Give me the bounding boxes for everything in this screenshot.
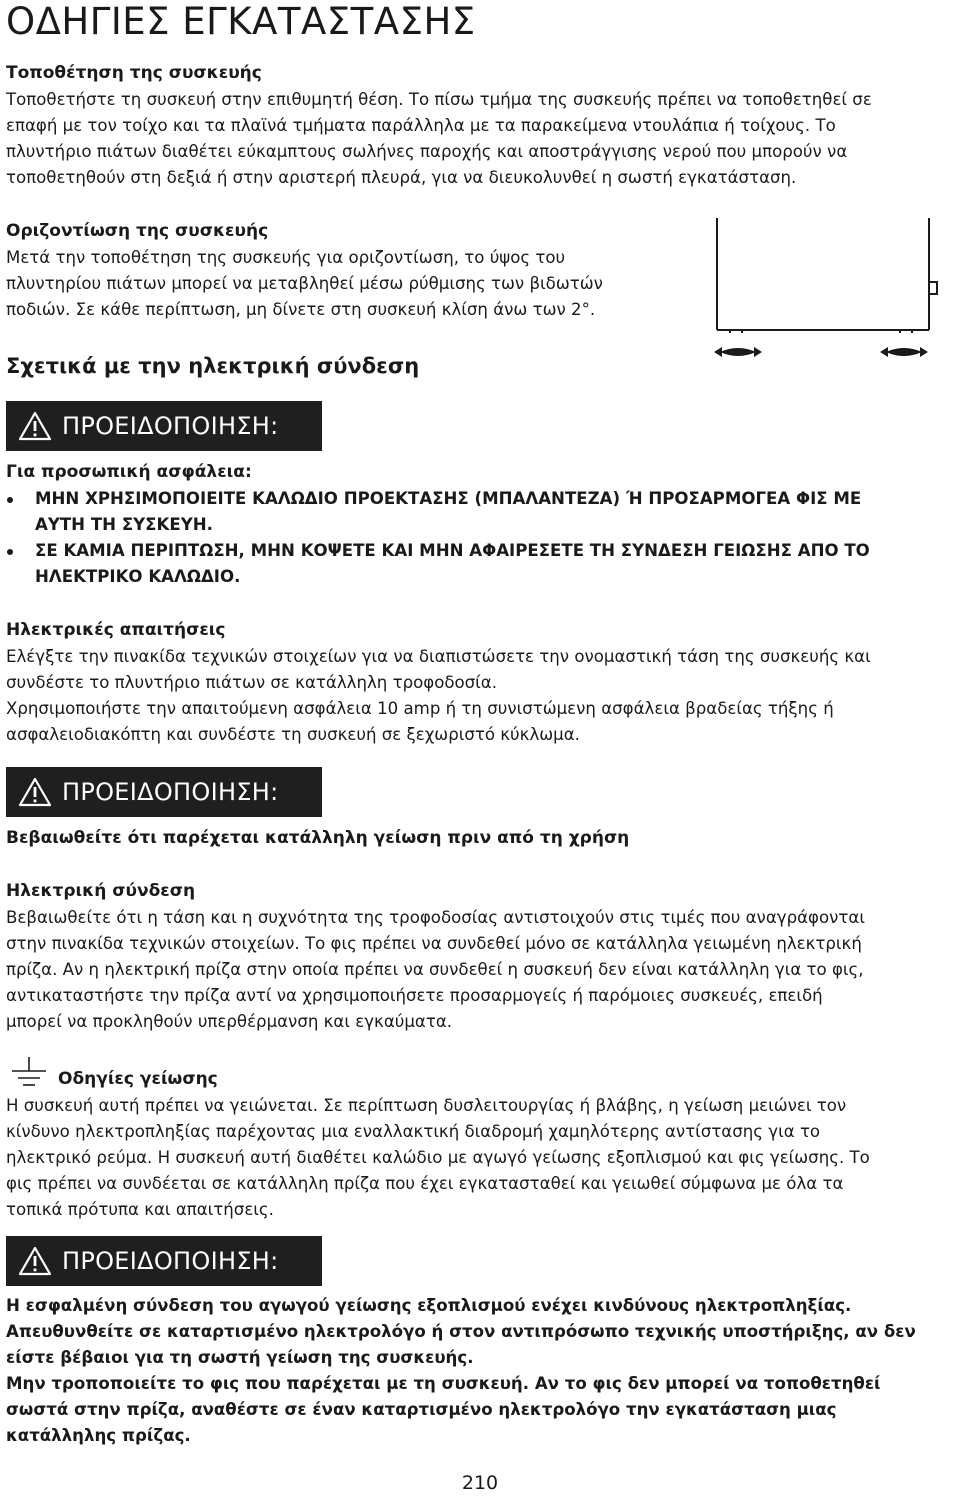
bullet-dot [7, 549, 13, 555]
connection-line: Βεβαιωθείτε ότι η τάση και η συχνότητα της τροφοδοσίας αντιστοιχούν στις τιμές που αναγράφονται [6, 908, 865, 927]
connection-heading: Ηλεκτρική σύνδεση [6, 881, 196, 901]
leveling-line: Μετά την τοποθέτηση της συσκευής για οριζοντίωση, το ύψος του [6, 248, 566, 267]
page-title: ΟΔΗΓΙΕΣ ΕΓΚΑΤΑΣΤΑΣΗΣ [6, 0, 476, 43]
warning-banner-3 [6, 1236, 322, 1286]
connection-paragraph [6, 905, 865, 1035]
requirements-line: συνδέστε το πλυντήριο πιάτων σε κατάλληλη τροφοδοσία. [6, 673, 498, 692]
safety-bullet-list [6, 486, 870, 590]
final-warning-line: κατάλληλης πρίζας. [6, 1426, 191, 1445]
grounding-paragraph [6, 1093, 870, 1223]
safety-bullet [6, 538, 870, 590]
warning-banner-1 [6, 401, 322, 451]
grounding-notice: Βεβαιωθείτε ότι παρέχεται κατάλληλη γείωση πριν από τη χρήση [6, 828, 630, 848]
leveling-line: πλυντηρίου πιάτων μπορεί να μεταβληθεί μέσω ρύθμισης των βιδωτών [6, 274, 603, 293]
warning-triangle-icon [18, 1246, 52, 1276]
placement-heading: Τοποθέτηση της συσκευής [6, 63, 262, 83]
placement-line: επαφή με τον τοίχο και τα πλαϊνά τμήματα παράλληλα με τα παρακείμενα ντουλάπια ή τοίχους. Το [6, 116, 836, 135]
requirements-paragraph [6, 644, 871, 748]
leveling-paragraph [6, 245, 603, 323]
placement-paragraph [6, 87, 872, 191]
leveling-line: ποδιών. Σε κάθε περίπτωση, μη δίνετε στη συσκευή κλίση άνω των 2°. [6, 300, 596, 319]
bullet-line: ΑΥΤΗ ΤΗ ΣΥΣΚΕΥΗ. [35, 515, 213, 534]
final-warning-line: Μην τροποποιείτε το φις που παρέχεται με τη συσκευή. Αν το φις δεν μπορεί να τοποθετηθεί [6, 1374, 881, 1393]
connection-line: στην πινακίδα τεχνικών στοιχείων. Το φις πρέπει να συνδεθεί μόνο σε κατάλληλα γειωμένη ηλεκτρική [6, 934, 862, 953]
placement-line: τοποθετηθούν στη δεξιά ή στην αριστερή πλευρά, για να διευκολυνθεί η σωστή εγκατάσταση. [6, 168, 797, 187]
requirements-line: Ελέγξτε την πινακίδα τεχνικών στοιχείων για να διαπιστώσετε την ονομαστική τάση της συσκευής και [6, 647, 871, 666]
requirements-line: ασφαλειοδιακόπτη και συνδέστε τη συσκευή σε ξεχωριστό κύκλωμα. [6, 725, 580, 744]
final-warning-line: Η εσφαλμένη σύνδεση του αγωγού γείωσης εξοπλισμού ενέχει κινδύνους ηλεκτροπληξίας. [6, 1296, 852, 1315]
grounding-line: τοπικά πρότυπα και απαιτήσεις. [6, 1200, 274, 1219]
connection-line: αντικαταστήστε την πρίζα αντί να χρησιμοποιήσετε προσαρμογείς ή παρόμοιες συσκευές, επειδή [6, 986, 823, 1005]
electrical-heading: Σχετικά με την ηλεκτρική σύνδεση [6, 354, 420, 378]
final-warning-line: είστε βέβαιοι για τη σωστή γείωση της συσκευής. [6, 1348, 474, 1367]
final-warning-line: Απευθυνθείτε σε καταρτισμένο ηλεκτρολόγο ή στον αντιπρόσωπο τεχνικής υποστήριξης, αν δεν [6, 1322, 916, 1341]
bullet-line: ΣΕ ΚΑΜΙΑ ΠΕΡΙΠΤΩΣΗ, ΜΗΝ ΚΟΨΕΤΕ ΚΑΙ ΜΗΝ ΑΦΑΙΡΕΣΕΤΕ ΤΗ ΣΥΝΔΕΣΗ ΓΕΙΩΣΗΣ ΑΠΟ ΤΟ [35, 541, 870, 560]
warning-triangle-icon [18, 411, 52, 441]
grounding-heading: Οδηγίες γείωσης [58, 1069, 218, 1089]
requirements-line: Χρησιμοποιήστε την απαιτούμενη ασφάλεια 10 amp ή τη συνιστώμενη ασφάλεια βραδείας τήξης ή [6, 699, 834, 718]
grounding-line: κίνδυνο ηλεκτροπληξίας παρέχοντας μια εναλλακτική διαδρομή χαμηλότερης αντίστασης για το [6, 1122, 821, 1141]
requirements-heading: Ηλεκτρικές απαιτήσεις [6, 620, 226, 640]
leveling-feet-diagram [710, 212, 940, 372]
connection-line: πρίζα. Αν η ηλεκτρική πρίζα στην οποία πρέπει να συνδεθεί η συσκευή δεν είναι κατάλληλη για το φις, [6, 960, 864, 979]
warning-label: ΠΡΟΕΙΔΟΠΟΙΗΣΗ: [62, 412, 279, 440]
final-warning-line: σωστά στην πρίζα, αναθέστε σε έναν καταρτισμένο ηλεκτρολόγο την εγκατάσταση μιας [6, 1400, 837, 1419]
grounding-line: ηλεκτρικό ρεύμα. Η συσκευή αυτή διαθέτει καλώδιο με αγωγό γείωσης εξοπλισμού και φις γείωσης. Το [6, 1148, 870, 1167]
leveling-heading: Οριζοντίωση της συσκευής [6, 221, 269, 241]
page-number: 210 [461, 1472, 499, 1494]
bullet-line: ΗΛΕΚΤΡΙΚΟ ΚΑΛΩΔΙΟ. [35, 567, 241, 586]
bullet-dot [7, 497, 13, 503]
grounding-line: φις πρέπει να συνδέεται σε κατάλληλη πρίζα που έχει εγκατασταθεί και γειωθεί σύμφωνα με όλα τα [6, 1174, 844, 1193]
safety-heading: Για προσωπική ασφάλεια: [6, 462, 252, 482]
warning-label: ΠΡΟΕΙΔΟΠΟΙΗΣΗ: [62, 778, 279, 806]
placement-line: πλυντήριο πιάτων διαθέτει εύκαμπτους σωλήνες παροχής και αποστράγγισης νερού που μπορούν να [6, 142, 848, 161]
ground-symbol-icon [10, 1055, 48, 1089]
grounding-line: Η συσκευή αυτή πρέπει να γειώνεται. Σε περίπτωση δυσλειτουργίας ή βλάβης, η γείωση μειώνει τον [6, 1096, 847, 1115]
warning-triangle-icon [18, 777, 52, 807]
warning-banner-2 [6, 767, 322, 817]
safety-bullet [6, 486, 870, 538]
warning-label: ΠΡΟΕΙΔΟΠΟΙΗΣΗ: [62, 1247, 279, 1275]
bullet-line: ΜΗΝ ΧΡΗΣΙΜΟΠΟΙΕΙΤΕ ΚΑΛΩΔΙΟ ΠΡΟΕΚΤΑΣΗΣ (ΜΠΑΛΑΝΤΕΖΑ) Ή ΠΡΟΣΑΡΜΟΓΕΑ ΦΙΣ ΜΕ [35, 489, 862, 508]
placement-line: Τοποθετήστε τη συσκευή στην επιθυμητή θέση. Το πίσω τμήμα της συσκευής πρέπει να τοποθετηθεί σε [6, 90, 872, 109]
connection-line: μπορεί να προκληθούν υπερθέρμανση και εγκαύματα. [6, 1012, 453, 1031]
final-warning-paragraph [6, 1293, 916, 1449]
